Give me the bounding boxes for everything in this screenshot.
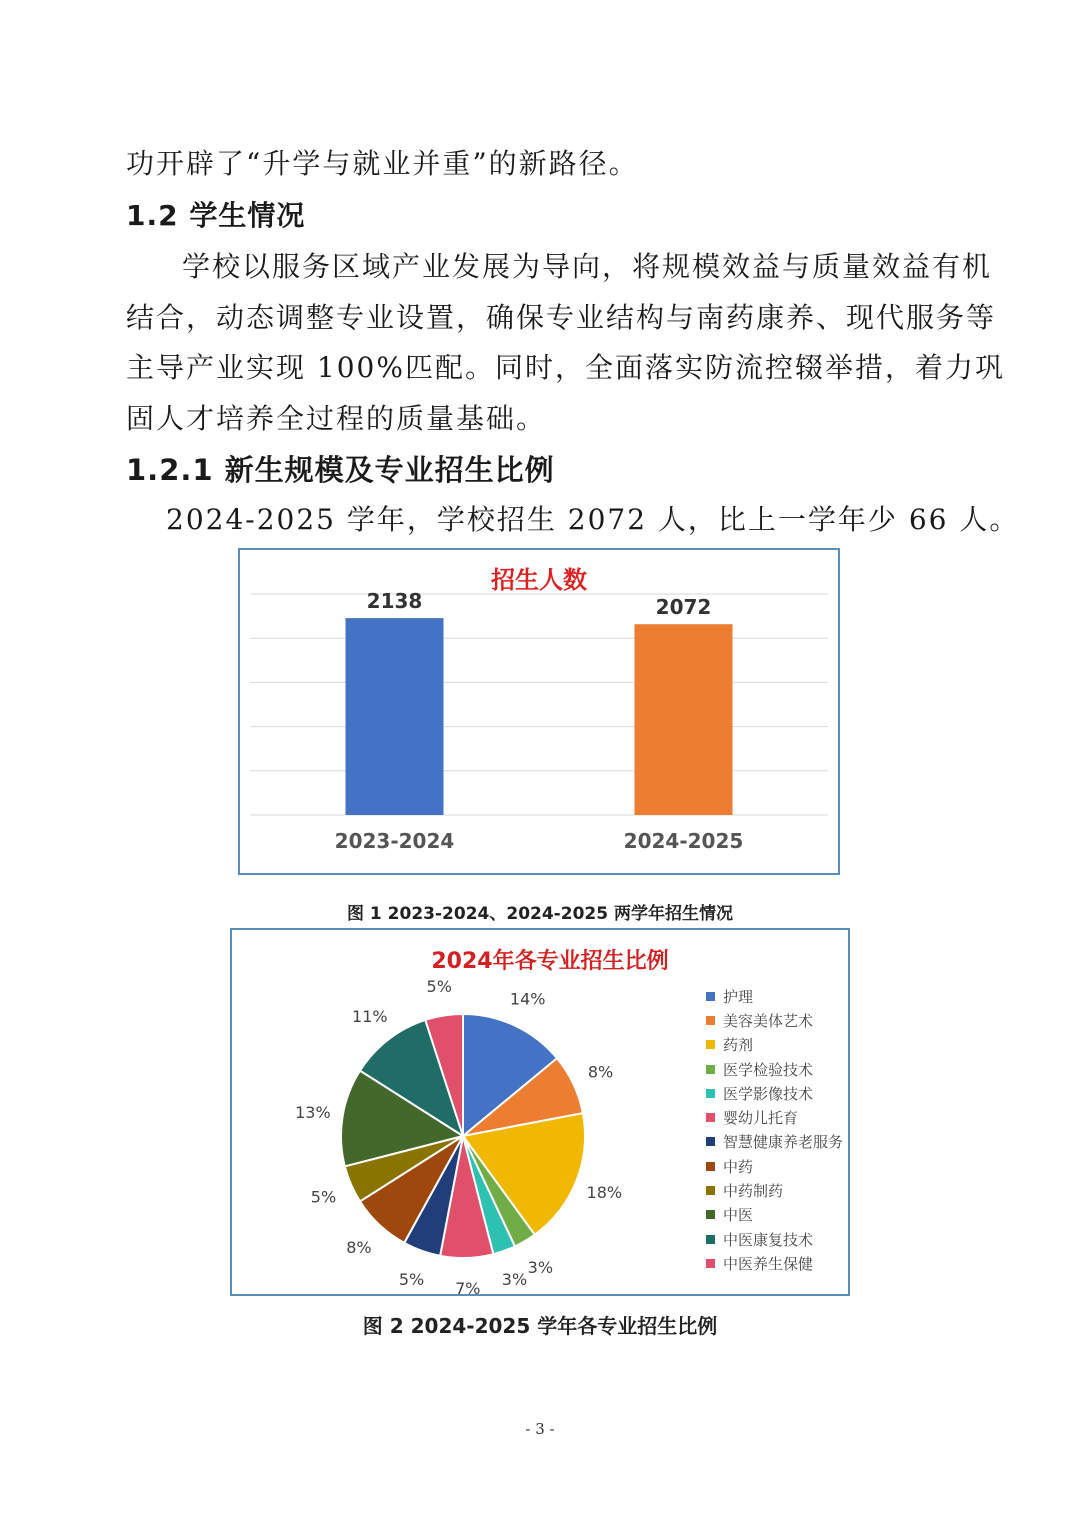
category-label: 2023-2024 xyxy=(334,829,455,853)
pie-slices xyxy=(295,977,622,1294)
paragraph-line: 功开辟了“升学与就业并重”的新路径。 xyxy=(126,147,639,180)
legend-swatch xyxy=(706,1162,715,1171)
pie-data-label: 3% xyxy=(527,1257,554,1277)
legend-label: 中医康复技术 xyxy=(723,1230,814,1249)
paragraph-line: 2024-2025 学年，学校招生 2072 人，比上一学年少 66 人。 xyxy=(166,503,1020,536)
bar-2024-2025 xyxy=(635,624,733,815)
page-number: - 3 - xyxy=(525,1420,555,1438)
legend-item xyxy=(706,1227,843,1251)
pie-data-label: 18% xyxy=(586,1182,623,1202)
legend-swatch xyxy=(706,992,715,1001)
pie-data-label: 5% xyxy=(426,976,452,996)
figure-1-caption: 图 1 2023-2024、2024-2025 两学年招生情况 xyxy=(347,904,733,924)
bar-data-label: 2072 xyxy=(655,595,712,620)
legend-label: 中医养生保健 xyxy=(723,1254,814,1273)
section-heading-1-2-1: 1.2.1 新生规模及专业招生比例 xyxy=(126,453,555,487)
legend-item xyxy=(706,1154,843,1178)
chart-title: 2024年各专业招生比例 xyxy=(431,949,669,974)
legend-swatch xyxy=(706,1040,715,1049)
pie-legend xyxy=(706,984,843,1276)
legend-label: 药剂 xyxy=(723,1036,754,1055)
enrollment-bar-chart xyxy=(240,550,838,873)
pie-data-label: 3% xyxy=(501,1270,528,1290)
paragraph-line: 固人才培养全过程的质量基础。 xyxy=(126,402,547,435)
legend-item xyxy=(706,1130,843,1154)
grid-lines xyxy=(250,594,828,815)
legend-label: 中药 xyxy=(723,1157,754,1176)
legend-item xyxy=(706,1251,843,1275)
pie-data-label: 14% xyxy=(509,989,546,1009)
legend-item xyxy=(706,1203,843,1227)
legend-swatch xyxy=(706,1210,715,1219)
bar-marks xyxy=(335,589,744,853)
paragraph-line: 学校以服务区域产业发展为导向，将规模效益与质量效益有机 xyxy=(182,250,993,283)
bar-2023-2024 xyxy=(346,618,444,815)
bar-data-label: 2138 xyxy=(366,589,423,614)
legend-label: 婴幼儿托育 xyxy=(723,1109,799,1128)
legend-swatch xyxy=(706,1186,715,1195)
legend-label: 医学影像技术 xyxy=(723,1084,814,1103)
legend-label: 医学检验技术 xyxy=(723,1060,814,1079)
legend-item xyxy=(706,1033,843,1057)
pie-data-label: 5% xyxy=(398,1270,425,1290)
figure-1-frame xyxy=(238,548,840,875)
pie-data-label: 8% xyxy=(346,1237,372,1257)
paragraph-line: 结合，动态调整专业设置，确保专业结构与南药康养、现代服务等 xyxy=(126,301,997,334)
legend-item xyxy=(706,1008,843,1032)
legend-swatch xyxy=(706,1113,715,1122)
legend-label: 护理 xyxy=(723,987,754,1006)
paragraph-line: 主导产业实现 100%匹配。同时，全面落实防流控辍举措，着力巩 xyxy=(126,351,1005,384)
legend-item xyxy=(706,1178,843,1202)
figure-2-caption: 图 2 2024-2025 学年各专业招生比例 xyxy=(362,1314,718,1338)
legend-item xyxy=(706,1105,843,1129)
legend-label: 中药制药 xyxy=(723,1182,784,1201)
legend-swatch xyxy=(706,1089,715,1098)
pie-data-label: 8% xyxy=(587,1062,614,1082)
pie-data-label: 13% xyxy=(295,1103,331,1123)
legend-swatch xyxy=(706,1016,715,1025)
category-label: 2024-2025 xyxy=(623,829,744,853)
chart-title: 招生人数 xyxy=(491,566,587,594)
legend-swatch xyxy=(706,1235,715,1244)
legend-item xyxy=(706,984,843,1008)
section-heading-1-2: 1.2 学生情况 xyxy=(126,199,306,232)
legend-swatch xyxy=(706,1065,715,1074)
legend-swatch xyxy=(706,1259,715,1268)
legend-label: 智慧健康养老服务 xyxy=(723,1133,844,1152)
pie-data-label: 11% xyxy=(352,1006,388,1026)
pie-data-label: 5% xyxy=(310,1187,337,1207)
legend-label: 美容美体艺术 xyxy=(723,1011,814,1030)
legend-label: 中医 xyxy=(723,1206,754,1225)
legend-item xyxy=(706,1057,843,1081)
legend-item xyxy=(706,1081,843,1105)
pie-data-label: 7% xyxy=(455,1278,481,1294)
legend-swatch xyxy=(706,1137,715,1146)
